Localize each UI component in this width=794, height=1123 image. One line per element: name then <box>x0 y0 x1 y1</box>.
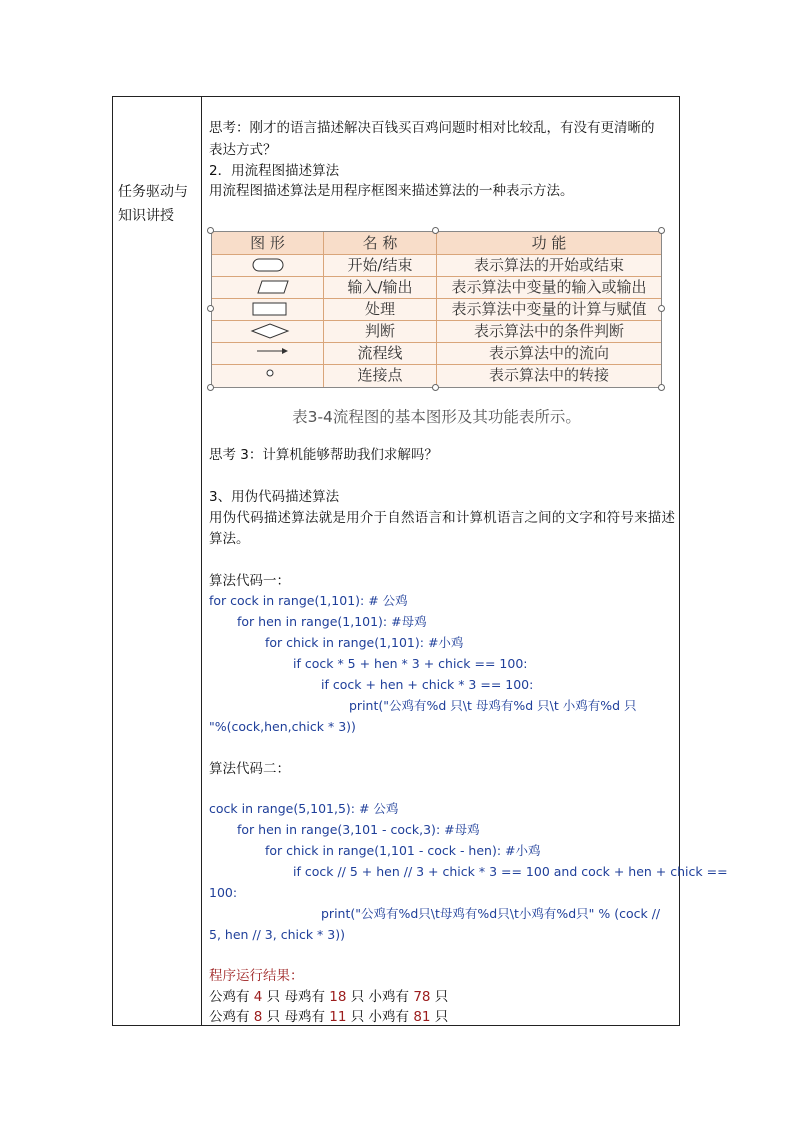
resize-handle[interactable] <box>432 384 439 391</box>
code1-title: 算法代码一： <box>209 573 290 589</box>
code1-line: if cock + hen + chick * 3 == 100: <box>321 677 534 692</box>
code1-line: "%(cock,hen,chick * 3)) <box>209 719 356 734</box>
code2-line: 100: <box>209 885 238 900</box>
code2-line: 5, hen // 3, chick * 3)) <box>209 927 345 942</box>
code2-line: for hen in range(3,101 - cock,3): #母鸡 <box>237 822 480 837</box>
result-text: 公鸡有 <box>209 989 254 1005</box>
resize-handle[interactable] <box>432 227 439 234</box>
code1-line: print("公鸡有%d 只\t 母鸡有%d 只\t 小鸡有%d 只 <box>349 698 637 713</box>
rounded-rect-shape-icon <box>212 254 323 276</box>
circle-shape-icon <box>212 364 323 386</box>
result-text: 只 <box>430 989 449 1005</box>
row-name: 开始/结束 <box>347 256 413 274</box>
row-name: 处理 <box>364 300 395 318</box>
header-function: 功 能 <box>531 234 567 252</box>
result-value: 81 <box>413 1009 431 1025</box>
code2-title: 算法代码二： <box>209 761 290 777</box>
code2-line: if cock // 5 + hen // 3 + chick * 3 == 100 and cock + hen + chick == <box>293 864 728 879</box>
result-value: 8 <box>253 1009 263 1025</box>
header-name: 名 称 <box>362 234 398 252</box>
row-name: 输入/输出 <box>347 278 413 296</box>
result-text: 只 小鸡有 <box>346 1009 414 1025</box>
header-shape: 图 形 <box>250 234 285 252</box>
code1-line: for cock in range(1,101): # 公鸡 <box>209 593 408 608</box>
rectangle-shape-icon <box>212 298 323 320</box>
result-text: 公鸡有 <box>209 1009 254 1025</box>
row-function: 表示算法中的流向 <box>488 344 609 362</box>
section3-desc: 用伪代码描述算法就是用介于自然语言和计算机语言之间的文字和符号来描述算法。 <box>209 510 675 547</box>
section2-title: 2．用流程图描述算法 <box>209 163 340 179</box>
diamond-shape-icon <box>212 320 323 342</box>
result-line <box>209 987 448 1007</box>
resize-handle[interactable] <box>658 384 665 391</box>
result-text: 只 <box>430 1009 449 1025</box>
flowchart-symbol-table <box>211 231 662 388</box>
row-function: 表示算法中变量的计算与赋值 <box>451 300 647 318</box>
row-function: 表示算法中变量的输入或输出 <box>451 278 647 296</box>
column-rule <box>323 232 324 387</box>
resize-handle[interactable] <box>658 227 665 234</box>
row-name: 判断 <box>364 322 395 340</box>
resize-handle[interactable] <box>207 227 214 234</box>
code1-line: for hen in range(1,101): #母鸡 <box>237 614 427 629</box>
row-function: 表示算法中的条件判断 <box>473 322 624 340</box>
code2-line: for chick in range(1,101 - cock - hen): #小鸡 <box>265 843 541 858</box>
code2-line: cock in range(5,101,5): # 公鸡 <box>209 801 399 816</box>
result-value: 78 <box>413 989 431 1005</box>
code2-line: print("公鸡有%d只\t母鸡有%d只\t小鸡有%d只" % (cock // <box>321 906 661 921</box>
result-value: 4 <box>253 989 263 1005</box>
result-text: 只 母鸡有 <box>262 1009 330 1025</box>
row-function: 表示算法中的转接 <box>488 366 609 384</box>
row-name: 连接点 <box>357 366 403 384</box>
think3-line: 思考 3：计算机能够帮助我们求解吗？ <box>209 447 438 463</box>
parallelogram-shape-icon <box>212 276 323 298</box>
result-value: 11 <box>329 1009 347 1025</box>
code1-line: if cock * 5 + hen * 3 + chick == 100: <box>293 656 528 671</box>
resize-handle[interactable] <box>658 305 665 312</box>
arrow-shape-icon <box>212 342 323 364</box>
column-divider <box>201 96 202 1026</box>
result-text: 只 母鸡有 <box>262 989 330 1005</box>
row-function: 表示算法的开始或结束 <box>473 256 624 274</box>
resize-handle[interactable] <box>207 384 214 391</box>
result-value: 18 <box>329 989 347 1005</box>
section3-title: 3、用伪代码描述算法 <box>209 489 340 505</box>
resize-handle[interactable] <box>207 305 214 312</box>
figure-caption: 表3-4流程图的基本图形及其功能表所示。 <box>292 408 581 426</box>
section2-desc: 用流程图描述算法是用程序框图来描述算法的一种表示方法。 <box>209 183 574 199</box>
think1-line-b: 表达方式？ <box>209 142 277 158</box>
result-line <box>209 1007 448 1027</box>
result-title: 程序运行结果： <box>209 968 304 984</box>
row-name: 流程线 <box>357 344 403 362</box>
result-text: 只 小鸡有 <box>346 989 414 1005</box>
column-rule <box>436 232 437 387</box>
think1-line-a: 思考：刚才的语言描述解决百钱买百鸡问题时相对比较乱，有没有更清晰的 <box>209 120 655 136</box>
code1-line: for chick in range(1,101): #小鸡 <box>265 635 464 650</box>
left-cell-label: 任务驱动与知识讲授 <box>118 184 188 224</box>
